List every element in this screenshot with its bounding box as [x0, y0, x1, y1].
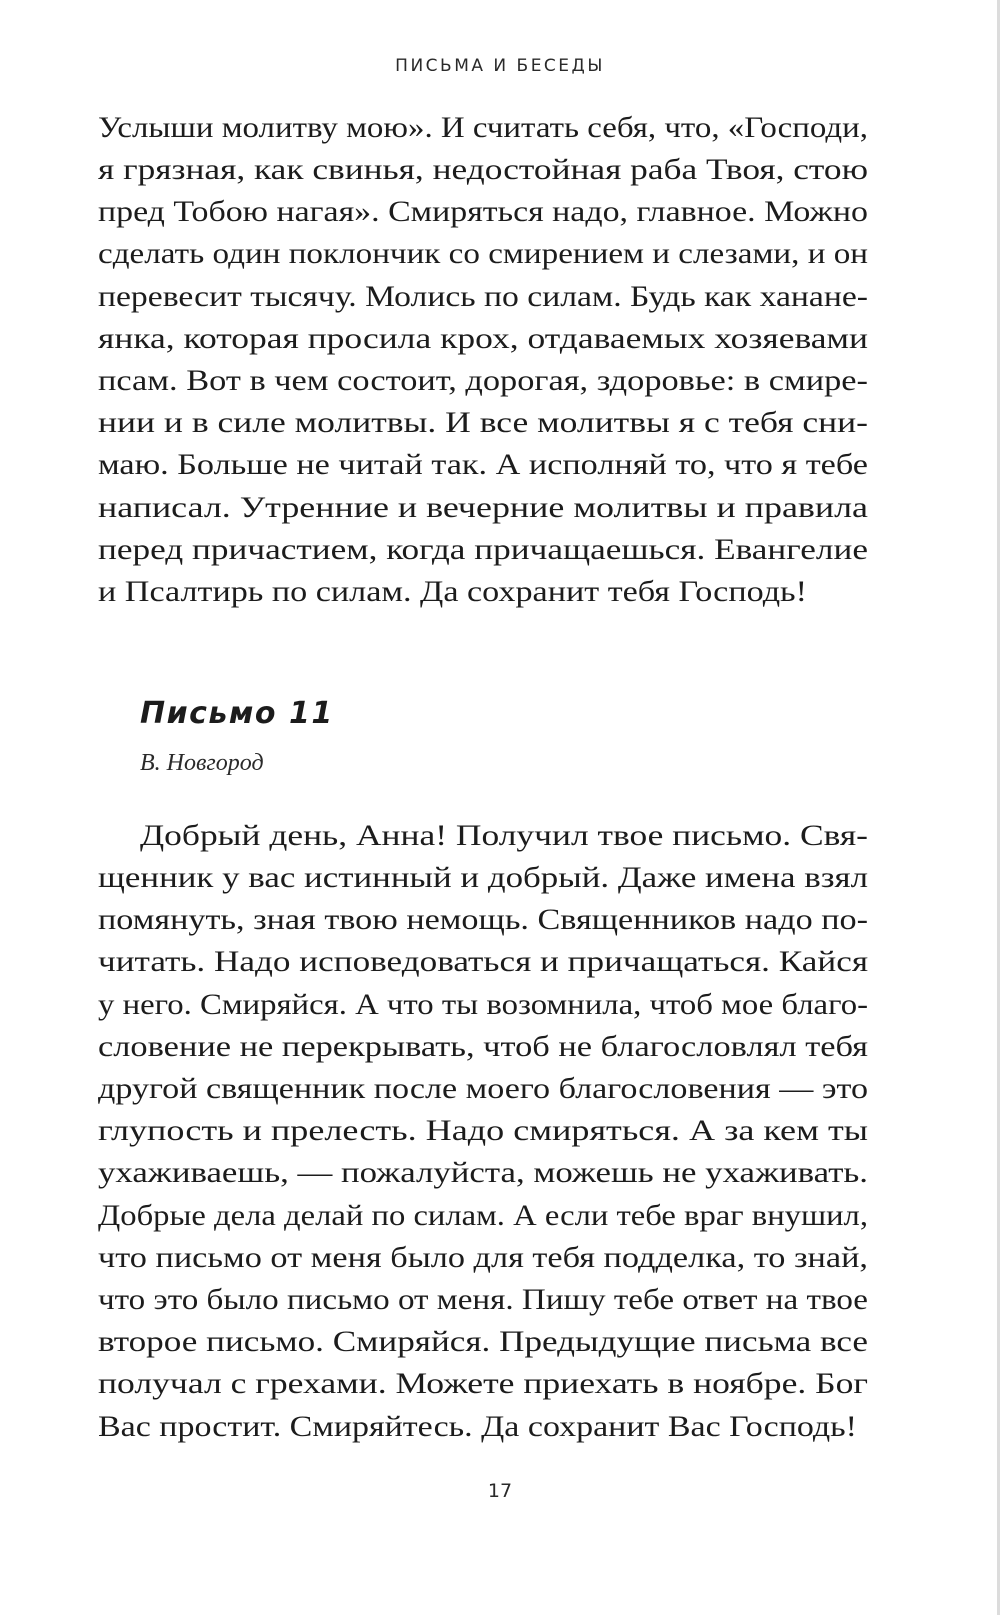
paragraph-line — [98, 106, 868, 150]
paragraph-line-text: Добрые дела делай по силам. А если тебе враг внушил, — [98, 1199, 869, 1232]
paragraph-line — [98, 898, 868, 942]
paragraph-line — [98, 1362, 868, 1406]
paragraph-line — [98, 401, 868, 445]
paragraph-line — [98, 1236, 868, 1280]
paragraph-line — [98, 1109, 868, 1153]
paragraph-line-text: читать. Надо исповедоваться и причащаться. Кайся — [98, 945, 868, 978]
paragraph-line-text: Услыши молитву мою». И считать себя, что, «Господи, — [98, 111, 869, 144]
paragraph-line — [98, 856, 868, 900]
paragraph-line — [98, 275, 868, 319]
paragraph-line-text: второе письмо. Смиряйся. Предыдущие письма все — [98, 1325, 868, 1358]
paragraph-line — [98, 317, 868, 361]
paragraph-line-text: словение не перекрывать, чтоб не благословлял тебя — [98, 1030, 869, 1063]
paragraph-line — [98, 1025, 868, 1069]
paragraph-line — [98, 190, 868, 234]
paragraph-line — [98, 486, 868, 530]
paragraph-line — [140, 814, 868, 858]
paragraph-line-text: нии и в силе молитвы. И все молитвы я с тебя сни- — [98, 406, 868, 439]
paragraph-line — [98, 1320, 868, 1364]
paragraph-line-text: у него. Смиряйся. А что ты возомнила, чтоб мое благо- — [98, 988, 868, 1021]
paragraph-line-text: глупость и прелесть. Надо смиряться. А за кем ты — [98, 1114, 868, 1147]
paragraph-line — [98, 1151, 868, 1195]
paragraph-line — [98, 148, 868, 192]
paragraph-line-text: написал. Утренние и вечерние молитвы и правила — [98, 491, 868, 524]
paragraph-line — [98, 983, 868, 1027]
paragraph-line — [98, 443, 868, 487]
paragraph-line-text: и Псалтирь по силам. Да сохранит тебя Господь! — [98, 575, 808, 608]
letter-place: В. Новгород — [140, 750, 264, 776]
paragraph-line — [98, 1194, 868, 1238]
paragraph-line-text: другой священник после моего благословения — это — [98, 1072, 868, 1105]
paragraph-line-text: помянуть, зная твою немощь. Священников надо по- — [98, 903, 868, 936]
letter-title: Письмо 11 — [140, 696, 334, 731]
paragraph-line-text: маю. Больше не читай так. А исполняй то, что я тебе — [98, 448, 868, 481]
paragraph-line-text: что это было письмо от меня. Пишу тебе ответ на твое — [98, 1283, 868, 1316]
paragraph-line — [98, 1067, 868, 1111]
paragraph-line-text: ухаживаешь, — пожалуйста, можешь не ухаживать. — [98, 1156, 868, 1189]
paragraph-line — [98, 570, 807, 614]
paragraph-line — [98, 232, 868, 276]
paragraph-line-text: получал с грехами. Можете приехать в ноябре. Бог — [98, 1367, 868, 1400]
paragraph-line-text: Добрый день, Анна! Получил твое письмо. Свя- — [140, 819, 869, 852]
paragraph-line-text: псам. Вот в чем состоит, дорогая, здоровье: в смире- — [98, 364, 868, 397]
paragraph-line-text: сделать один поклончик со смирением и слезами, и он — [98, 237, 868, 270]
paragraph-line-text: что письмо от меня было для тебя подделка, то знай, — [98, 1241, 868, 1274]
paragraph-line — [98, 359, 868, 403]
paragraph-line-text: Вас простит. Смиряйтесь. Да сохранит Вас Господь! — [98, 1410, 857, 1443]
paragraph-line-text: янка, которая просила крох, отдаваемых хозяевами — [98, 322, 868, 355]
paragraph-line — [98, 528, 868, 572]
paragraph-line-text: пред Тобою нагая». Смиряться надо, главное. Можно — [98, 195, 868, 228]
paragraph-line-text: перевесит тысячу. Молись по силам. Будь как ханане- — [98, 280, 868, 313]
paragraph-line — [98, 940, 868, 984]
paragraph-line-text: щенник у вас истинный и добрый. Даже имена взял — [98, 861, 868, 894]
paragraph-line-text: перед причастием, когда причащаешься. Евангелие — [98, 533, 868, 566]
paragraph-line-text: я грязная, как свинья, недостойная раба Твоя, стою — [98, 153, 868, 186]
running-head: ПИСЬМА И БЕСЕДЫ — [395, 56, 605, 76]
page-number: 17 — [487, 1480, 513, 1502]
paragraph-line — [98, 1405, 857, 1449]
paragraph-line — [98, 1278, 868, 1322]
